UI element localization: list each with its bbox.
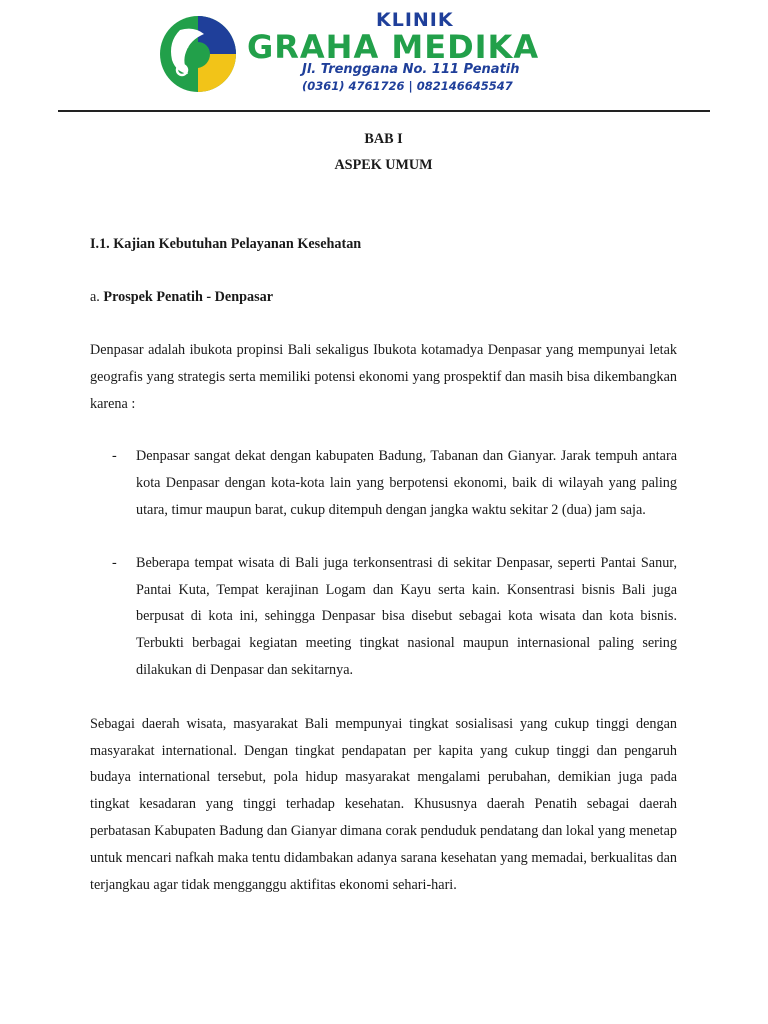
clinic-logo-icon xyxy=(158,12,238,94)
clinic-label: KLINIK xyxy=(376,9,454,31)
intro-paragraph: Denpasar adalah ibukota propinsi Bali sekaligus Ibukota kotamadya Denpasar yang mempunyai letak geografis yang strategis serta memiliki potensi ekonomi yang prospektif dan masih bisa dikembangkan karena : xyxy=(90,342,677,412)
clinic-address: Jl. Trenggana No. 111 Penatih xyxy=(302,62,520,77)
section-heading: I.1. Kajian Kebutuhan Pelayanan Kesehatan xyxy=(90,236,362,252)
subsection-heading xyxy=(90,284,677,310)
chapter-title: ASPEK UMUM xyxy=(334,157,433,173)
list-item xyxy=(90,443,677,523)
chapter-number: BAB I xyxy=(364,131,403,147)
document-body xyxy=(90,126,677,898)
bullet-text: Beberapa tempat wisata di Bali juga terkonsentrasi di sekitar Denpasar, seperti Pantai Sanur, Pantai Kuta, Tempat kerajinan Logam dan Kayu serta kain. Konsentrasi bisnis Bali juga berpusat di kota ini, sehingga Denpasar bisa disebut sebagai kota wisata dan kota bisnis. Terbukti berbagai kegiatan meeting tingkat nasional maupun internasional paling sering dilakukan di Denpasar dan sekitarnya. xyxy=(136,554,677,678)
letterhead xyxy=(0,0,768,110)
subsection-title: Prospek Penatih - Denpasar xyxy=(103,289,274,305)
bullet-dash: - xyxy=(112,554,117,571)
clinic-name: GRAHA MEDIKA xyxy=(247,28,540,66)
header-divider xyxy=(58,110,710,112)
bullet-dash: - xyxy=(112,448,117,465)
list-item xyxy=(90,550,677,684)
closing-paragraph: Sebagai daerah wisata, masyarakat Bali mempunyai tingkat sosialisasi yang cukup tinggi dengan masyarakat international. Dengan tingkat pendapatan per kapita yang cukup tinggi dan pengaruh budaya international tersebut, pola hidup masyarakat mengalami perubahan, demikian juga pada tingkat kesadaran yang tinggi terhadap kesehatan. Khususnya daerah Penatih sebagai daerah perbatasan Kabupaten Badung dan Gianyar dimana corak penduduk pendatang dan lokal yang menetap untuk mencari nafkah maka tentu didambakan adanya sarana kesehatan yang memadai, berkualitas dan terjangkau agar tidak mengganggu aktifitas ekonomi sehari-hari. xyxy=(90,715,677,893)
subsection-prefix: a. xyxy=(90,289,100,305)
clinic-phone: (0361) 4761726 | 082146645547 xyxy=(302,79,513,93)
bullet-text: Denpasar sangat dekat dengan kabupaten Badung, Tabanan dan Gianyar. Jarak tempuh antara kota Denpasar dengan kota-kota lain yang berpotensi ekonomi, baik di wilayah yang paling utara, timur maupun barat, cukup ditempuh dengan jangka waktu sekitar 2 (dua) jam saja. xyxy=(136,448,677,518)
